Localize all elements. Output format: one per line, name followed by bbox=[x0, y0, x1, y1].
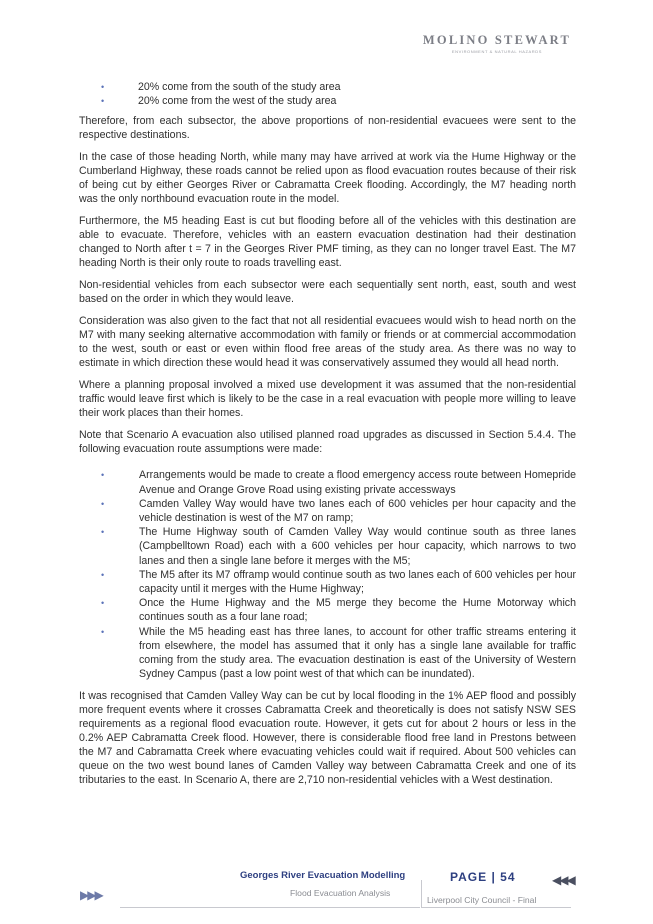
list-item: • Once the Hume Highway and the M5 merge they become the Hume Motorway which continues south as a four lane road; bbox=[79, 596, 576, 624]
paragraph: It was recognised that Camden Valley Way can be cut by local flooding in the 1% AEP flood and possibly more frequent events where it crosses Cabramatta Creek and theoretically is does not satisfy NSW SES requirements as a regional flood evacuation route. However, it gets cut for about 2 hours or less in the 0.2% AEP Cabramatta Creek flood. However, there is considerable flood free land in Prestons between the M7 and Cabramatta Creek where evacuating vehicles could wait if required. About 500 vehicles can queue on the two west bound lanes of Camden Valley way between Cabramatta Creek and one of its tributaries to the east. In Scenario A, there are 2,710 non-residential vehicles with a West destination. bbox=[79, 690, 576, 787]
list-item: • The M5 after its M7 offramp would continue south as two lanes each of 600 vehicles per hour capacity until it merges with the Hume Highway; bbox=[79, 568, 576, 596]
list-item: • Camden Valley Way would have two lanes each of 600 vehicles per hour capacity and the vehicle destination is west of the M7 on ramp; bbox=[79, 497, 576, 525]
list-item: • The Hume Highway south of Camden Valley Way would continue south as three lanes (Campbelltown Road) each with a 600 vehicles per hour capacity, which narrows to two lanes and then a single lane before it merges with the M5; bbox=[79, 525, 576, 568]
proportion-bullet-list bbox=[79, 80, 576, 108]
list-item: • While the M5 heading east has three lanes, to account for other traffic streams entering it from elsewhere, the model has assumed that it only has a single lane available for traffic coming from the study area. The evacuation destination is east of the University of Western Sydney Campus (past a low point west of that which can be inundated). bbox=[79, 625, 576, 682]
arrows-right-icon: ▶▶▶ bbox=[80, 888, 102, 902]
company-logo bbox=[423, 33, 571, 54]
paragraph: Furthermore, the M5 heading East is cut but flooding before all of the vehicles with this destination are able to evacuate. Therefore, vehicles with an eastern evacuation destination had their destination changed to North after t = 7 in the Georges River PMF timing, as they can no longer travel East. The M7 heading North is their only route to roads travelling east. bbox=[79, 215, 576, 270]
logo-main-text: MOLINO STEWART bbox=[422, 33, 571, 47]
footer-divider bbox=[421, 880, 422, 908]
footer-divider bbox=[120, 907, 420, 908]
paragraph: Note that Scenario A evacuation also utilised planned road upgrades as discussed in Section 5.4.4. The following evacuation route assumptions were made: bbox=[79, 429, 576, 456]
footer-client: Liverpool City Council - Final bbox=[427, 895, 537, 905]
footer-subtitle: Flood Evacuation Analysis bbox=[290, 888, 391, 898]
footer-page-number: PAGE | 54 bbox=[450, 870, 516, 884]
paragraph: In the case of those heading North, while many may have arrived at work via the Hume Highway or the Cumberland Highway, these roads cannot be relied upon as flood evacuation routes because of their risk of being cut by either Georges River or Cabramatta Creek flooding. Accordingly, the M7 heading north was the only northbound evacuation route in the model. bbox=[79, 151, 576, 206]
logo-sub-text: ENVIRONMENT & NATURAL HAZARDS bbox=[451, 49, 543, 54]
list-item: • Arrangements would be made to create a flood emergency access route between Homepride Avenue and Orange Grove Road using existing private accessways bbox=[79, 468, 576, 496]
footer-report-title: Georges River Evacuation Modelling bbox=[240, 870, 406, 881]
footer-divider bbox=[421, 907, 571, 908]
paragraph: Consideration was also given to the fact that not all residential evacuees would wish to head north on the M7 with many seeking alternative accommodation with family or friends or at commercial accommodation to the west, south or east or even within flood free areas of the study area. As there was no way to estimate in which direction these would head it was conservatively assumed they would all head north. bbox=[79, 315, 576, 370]
document-body bbox=[79, 80, 576, 795]
list-item: • 20% come from the west of the study area bbox=[79, 94, 576, 108]
route-assumptions-list bbox=[79, 468, 576, 681]
paragraph: Where a planning proposal involved a mixed use development it was assumed that the non-residential traffic would leave first which is likely to be the case in a real evacuation with people more willing to leave their work places than their homes. bbox=[79, 379, 576, 420]
paragraph: Non-residential vehicles from each subsector were each sequentially sent north, east, south and west based on the order in which they would leave. bbox=[79, 279, 576, 306]
arrows-left-icon: ◀◀◀ bbox=[552, 873, 574, 887]
list-item: • 20% come from the south of the study area bbox=[79, 80, 576, 94]
paragraph: Therefore, from each subsector, the above proportions of non-residential evacuees were sent to the respective destinations. bbox=[79, 115, 576, 142]
